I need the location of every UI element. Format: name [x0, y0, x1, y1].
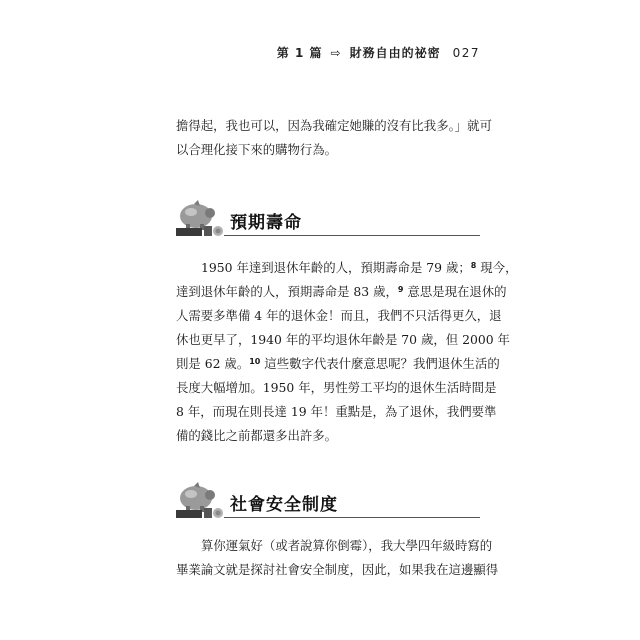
- section-heading-social-security: [174, 480, 480, 520]
- text-line: 人需要多準備 4 年的退休金！而且，我們不只活得更久，退: [176, 308, 502, 323]
- piggy-bank-icon: [174, 198, 226, 238]
- section-divider: [224, 235, 480, 236]
- text-line: 算你運氣好（或者說算你倒霉），我大學四年級時寫的: [201, 538, 493, 553]
- arrow-right-icon: ⇨: [330, 45, 342, 60]
- text-line: [176, 352, 500, 376]
- text-line: 長度大幅增加。1950 年，男性勞工平均的退休生活時間是: [176, 380, 497, 395]
- footnote-10: 10: [249, 357, 261, 366]
- life-expectancy-paragraph: [176, 256, 518, 448]
- page-number: 027: [452, 45, 480, 60]
- text-segment: 意思是現在退休的: [403, 284, 507, 299]
- text-line: 8 年，而現在則長達 19 年！重點是，為了退休，我們要準: [176, 404, 497, 419]
- text-segment: 則是 62 歲。: [176, 356, 250, 371]
- text-line: 備的錢比之前都還多出許多。: [176, 428, 338, 443]
- chapter-title: 財務自由的祕密: [349, 46, 441, 60]
- footnote-9: 9: [397, 285, 404, 294]
- text-line: 以合理化接下來的購物行為。: [176, 142, 338, 157]
- part-label: 第 1 篇: [276, 46, 323, 60]
- text-line: 畢業論文就是探討社會安全制度，因此，如果我在這邊顯得: [176, 562, 499, 577]
- footnote-8: 8: [470, 261, 477, 270]
- text-segment: 這些數字代表什麼意思呢？我們退休生活的: [260, 356, 500, 371]
- section-title: 預期壽命: [230, 213, 302, 233]
- intro-paragraph: [176, 114, 492, 162]
- text-line: [176, 256, 518, 280]
- section-title: 社會安全制度: [230, 495, 338, 515]
- running-header: [277, 44, 480, 61]
- section-divider: [224, 517, 480, 518]
- text-segment: 現今，: [476, 260, 518, 275]
- piggy-bank-icon: [174, 480, 226, 520]
- text-line: 休也更早了，1940 年的平均退休年齡是 70 歲，但 2000 年: [176, 332, 510, 347]
- text-segment: 1950 年達到退休年齡的人，預期壽命是 79 歲；: [201, 260, 471, 275]
- social-security-paragraph: [176, 534, 499, 582]
- text-segment: 達到退休年齡的人，預期壽命是 83 歲，: [176, 284, 398, 299]
- text-line: 擔得起，我也可以，因為我確定她賺的沒有比我多。」就可: [176, 118, 492, 133]
- section-heading-life-expectancy: [174, 198, 480, 238]
- text-line: [176, 280, 507, 304]
